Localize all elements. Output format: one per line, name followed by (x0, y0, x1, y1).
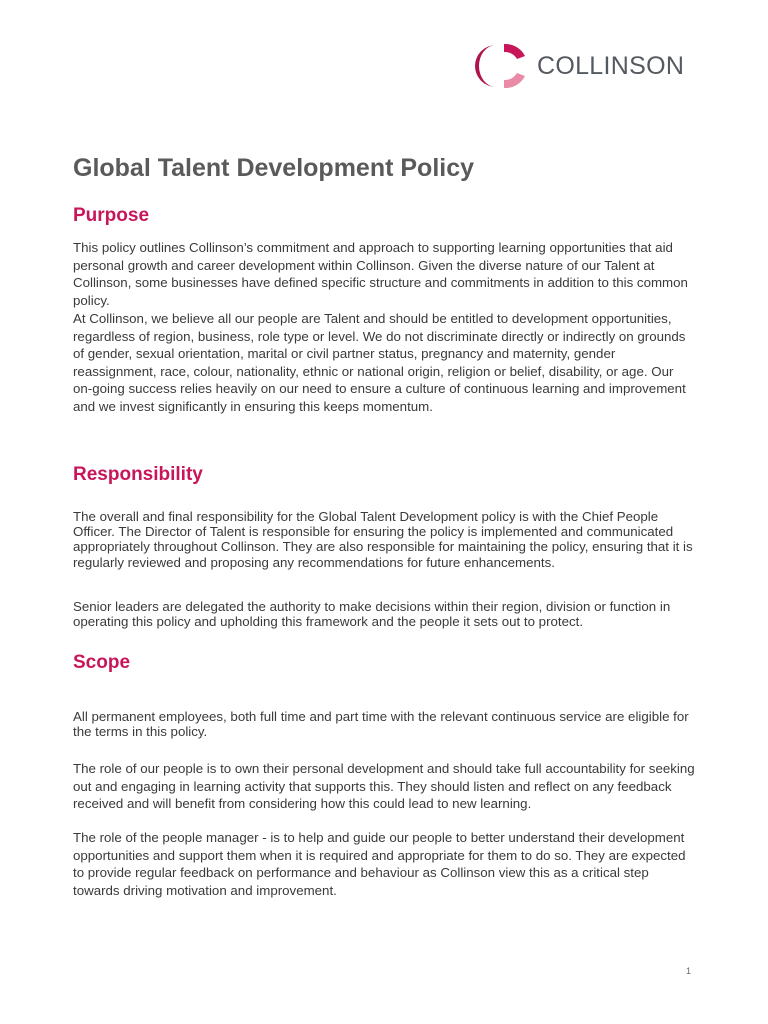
scope-heading: Scope (73, 652, 131, 673)
collinson-logo (474, 42, 696, 90)
purpose-heading: Purpose (73, 205, 150, 226)
scope-paragraph-1: All permanent employees, both full time and part time with the relevant continuous service are eligible for the terms in this policy. (73, 709, 689, 740)
scope-paragraph-3: The role of the people manager - is to help and guide our people to better understand their development opportunities and support them when it is required and appropriate for them to do so. They are expected to provide regular feedback on performance and behaviour as Collinson view this as a critical step towards driving motivation and improvement. (73, 830, 686, 898)
page-number: 1 (686, 966, 692, 976)
collinson-logo-icon (474, 42, 530, 90)
logo-wordmark: COLLINSON (537, 52, 685, 80)
responsibility-paragraph-1: The overall and final responsibility for the Global Talent Development policy is with the Chief People Officer. The Director of Talent is responsible for ensuring the policy is implemented and communicated appropriately throughout Collinson. They are also responsible for maintaining the policy, ensuring that it is regularly reviewed and proposing any recommendations for future enhancements. (73, 509, 693, 570)
responsibility-paragraph-2: Senior leaders are delegated the authority to make decisions within their region, division or function in operating this policy and upholding this framework and the people it sets out to protect. (73, 599, 671, 630)
responsibility-heading: Responsibility (73, 464, 203, 485)
document-title: Global Talent Development Policy (73, 154, 475, 182)
purpose-paragraph-2: At Collinson, we believe all our people are Talent and should be entitled to development opportunities, regardless of region, business, role type or level. We do not discriminate directly or indirectly on grounds of gender, sexual orientation, marital or civil partner status, pregnancy and maternity, gender reassignment, race, colour, nationality, ethnic or national origin, religion or belief, disability, or age. Our on-going success relies heavily on our need to ensure a culture of continuous learning and improvement and we invest significantly in ensuring this keeps momentum. (73, 311, 686, 414)
purpose-paragraph-1: This policy outlines Collinson’s commitment and approach to supporting learning opportunities that aid personal growth and career development within Collinson. Given the diverse nature of our Talent at Collinson, some businesses have defined specific structure and commitments in addition to this common policy. (73, 240, 688, 308)
scope-paragraph-2: The role of our people is to own their personal development and should take full accountability for seeking out and engaging in learning activity that supports this. They should listen and reflect on any feedback received and will benefit from considering how this could lead to new learning. (73, 761, 695, 811)
